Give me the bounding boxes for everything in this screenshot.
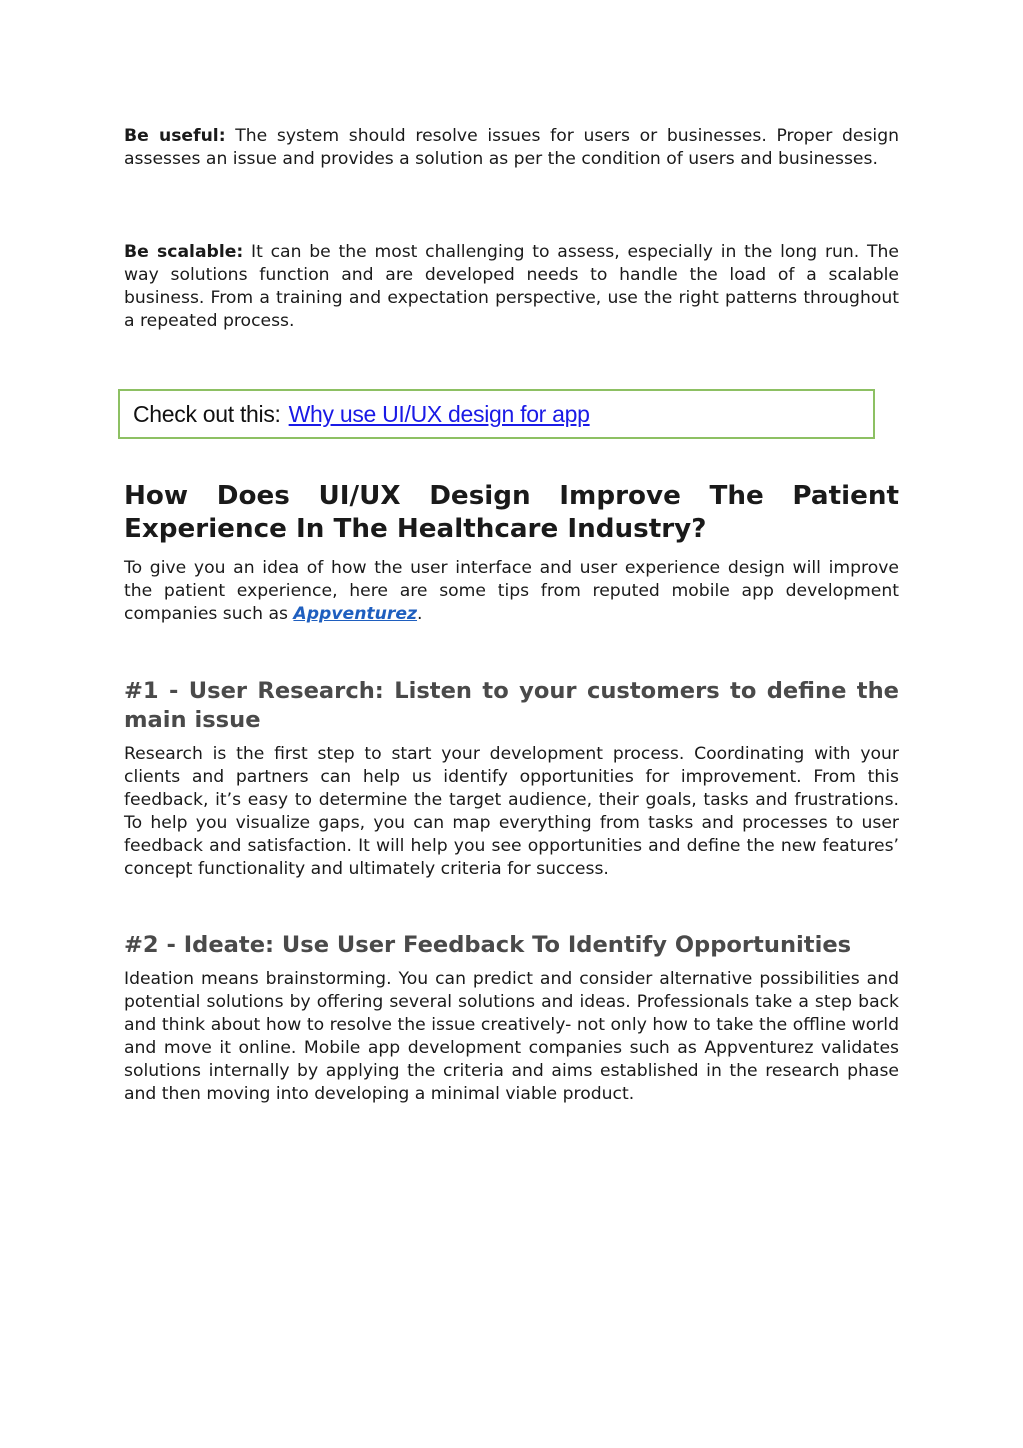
step1-paragraph: Research is the first step to start your development process. Coordinating with your clients and partners can help us identify opportunities for improvement. From this feedback, it’s easy to determine the target audience, their goals, tasks and frustrations. To help you visualize gaps, you can map everything from tasks and processes to user feedback and satisfaction. It will help you see opportunities and define the new features’ concept functionality and ultimately criteria for success.	[124, 744, 899, 879]
intro-text-before: To give you an idea of how the user interface and user experience design will improve the patient experience, here are some tips from reputed mobile app development companies such as	[124, 558, 899, 624]
callout-label: Check out this:	[133, 401, 281, 427]
appventurez-link[interactable]: Appventurez	[293, 604, 418, 624]
intro-text-after: .	[417, 604, 423, 624]
callout-link[interactable]: Why use UI/UX design for app	[288, 401, 590, 427]
main-heading: How Does UI/UX Design Improve The Patient Experience In The Healthcare Industry?	[124, 481, 899, 544]
step2-paragraph: Ideation means brainstorming. You can predict and consider alternative possibilities and potential solutions by offering several solutions and ideas. Professionals take a step back and think about how to resolve the issue creatively- not only how to take the offline world and move it online. Mobile app development companies such as Appventurez validates solutions internally by applying the criteria and aims established in the research phase and then moving into developing a minimal viable product.	[124, 969, 899, 1104]
be-scalable-paragraph	[124, 241, 899, 333]
be-useful-label: Be useful:	[124, 126, 226, 146]
step1-heading: #1 - User Research: Listen to your customers to define the main issue	[124, 678, 899, 733]
callout-content	[133, 400, 590, 428]
intro-paragraph	[124, 557, 899, 626]
be-scalable-text: It can be the most challenging to assess, especially in the long run. The way solutions function and are developed needs to handle the load of a scalable business. From a training and expectation perspective, use the right patterns throughout a repeated process.	[124, 242, 899, 331]
step2-heading: #2 - Ideate: Use User Feedback To Identify Opportunities	[124, 932, 852, 958]
be-useful-paragraph	[124, 125, 899, 171]
be-scalable-label: Be scalable:	[124, 242, 244, 262]
be-useful-text: The system should resolve issues for users or businesses. Proper design assesses an issue and provides a solution as per the condition of users and businesses.	[124, 126, 899, 169]
check-out-callout-box	[118, 389, 875, 439]
